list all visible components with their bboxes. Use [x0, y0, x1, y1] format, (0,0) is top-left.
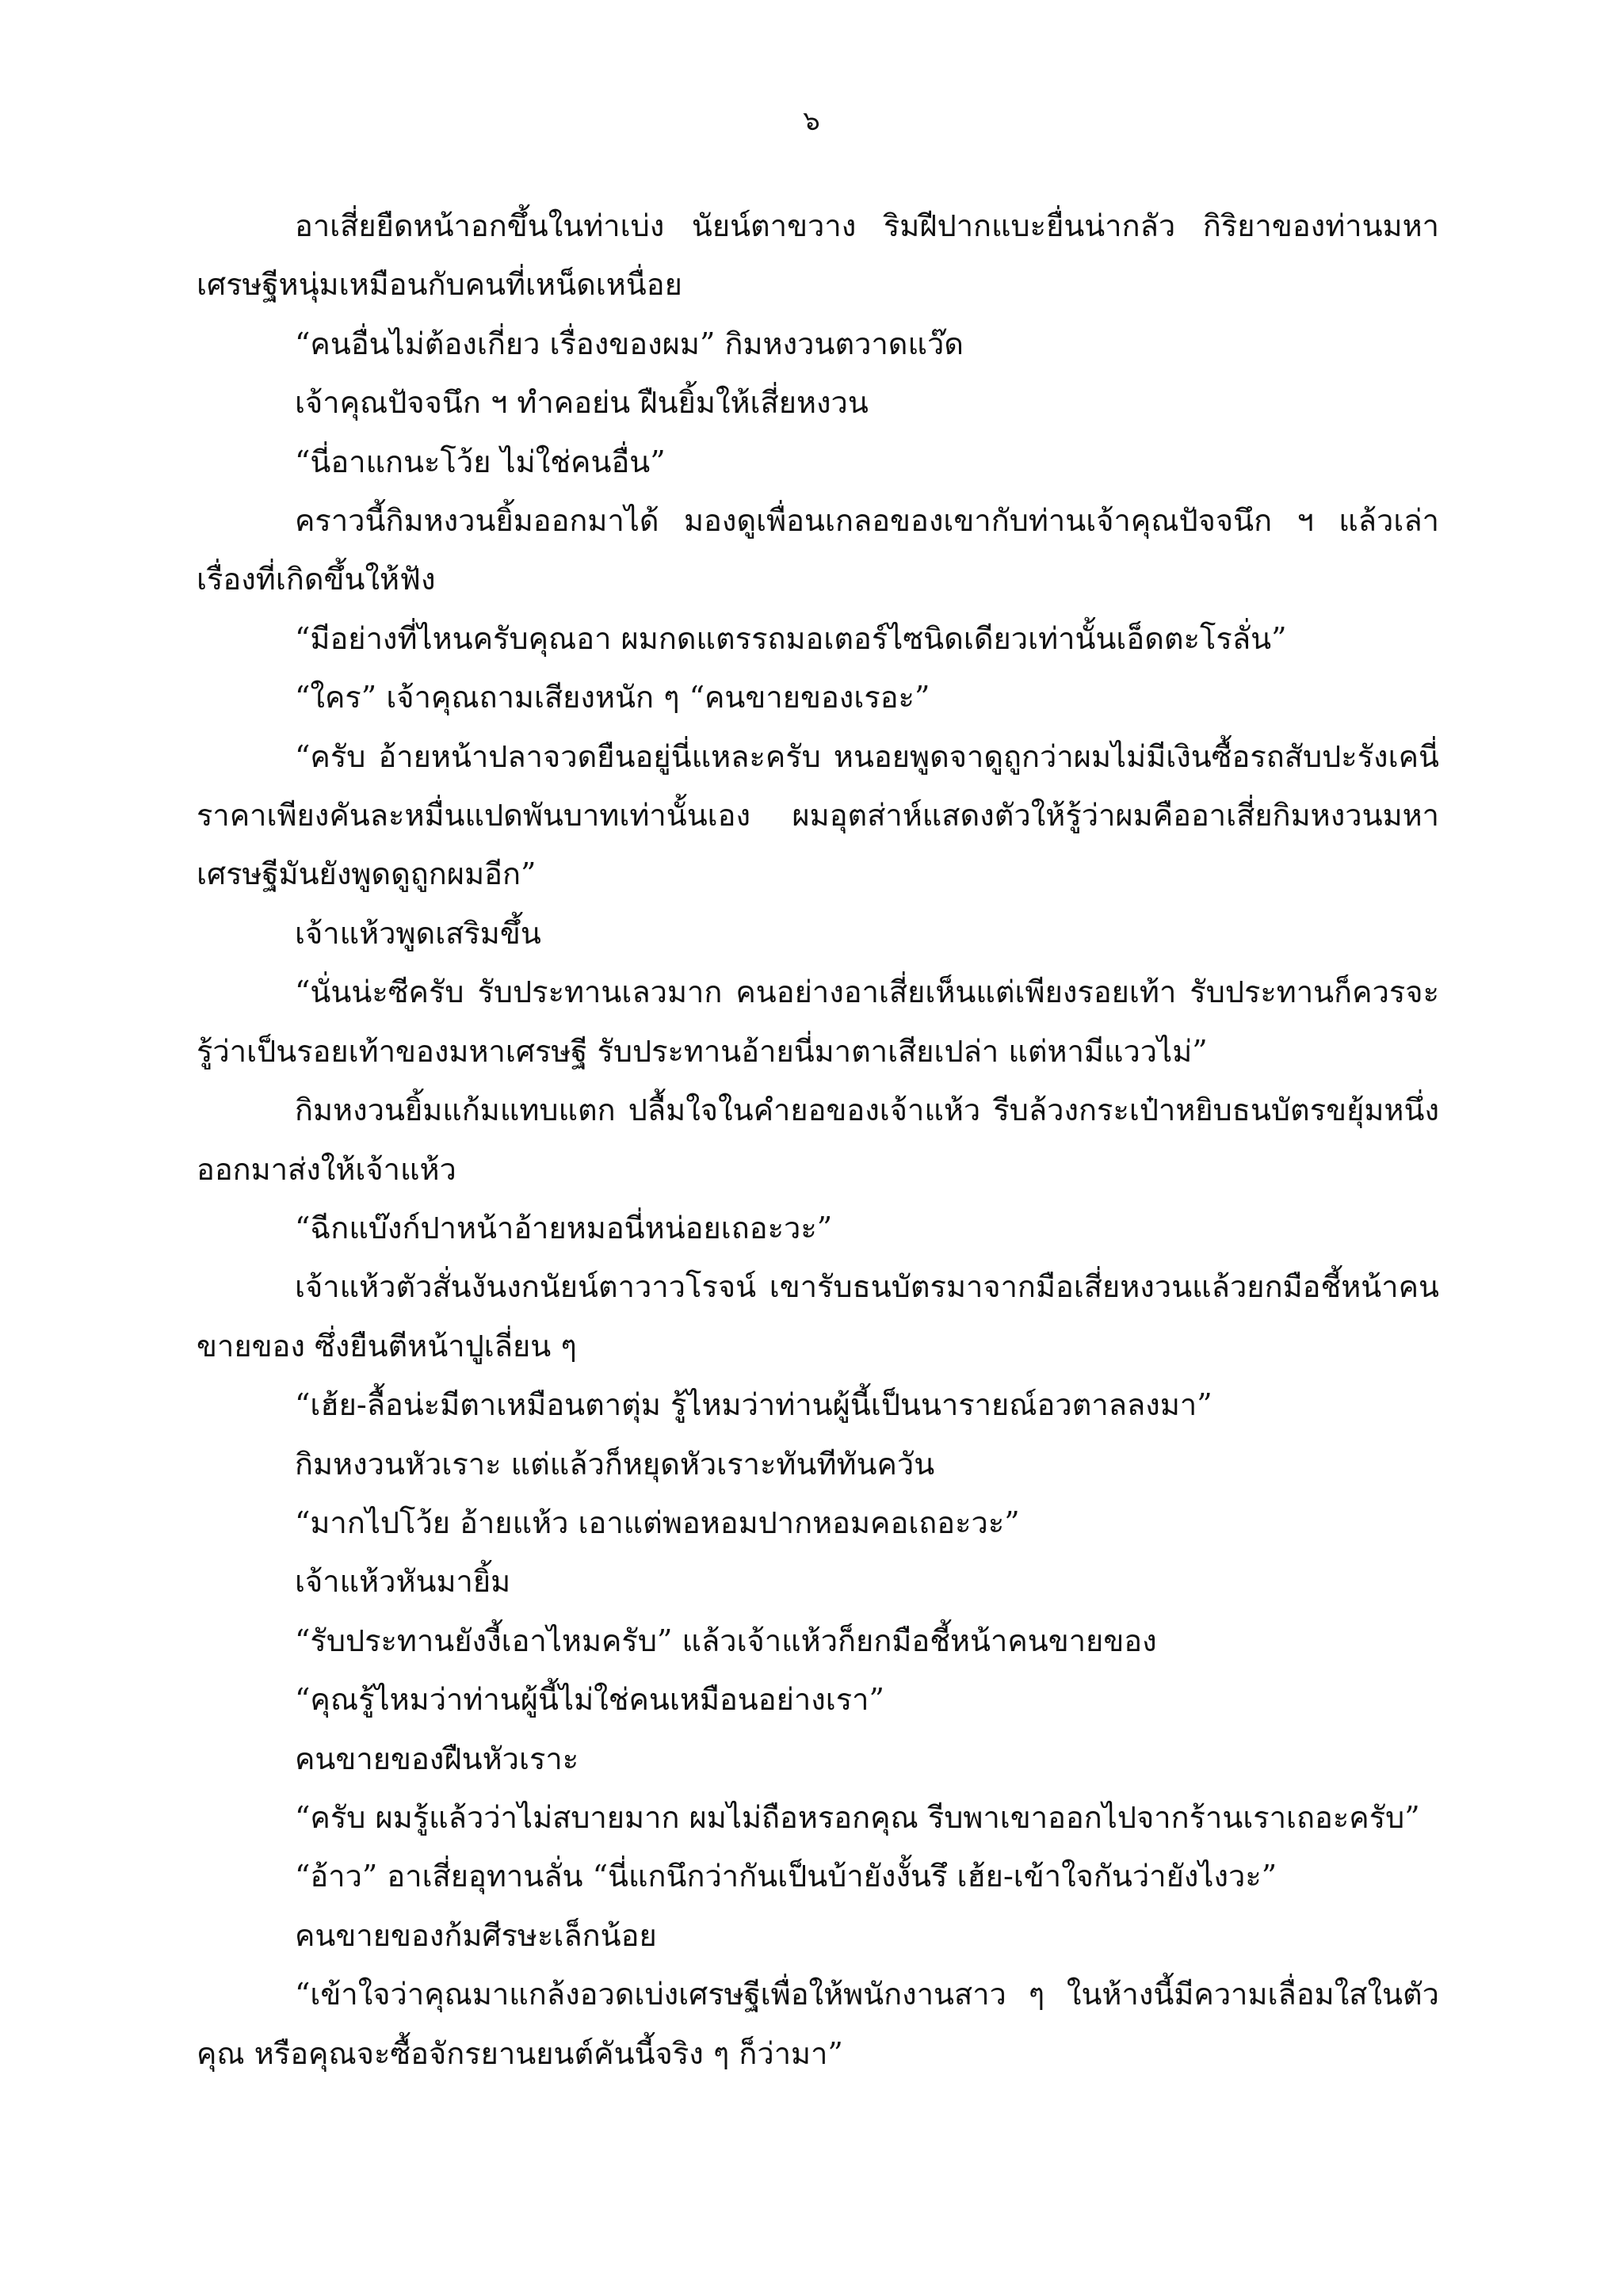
paragraph: “เฮ้ย-ลื้อน่ะมีตาเหมือนตาตุ่ม รู้ไหมว่าท่านผู้นี้เป็นนารายณ์อวตาลลงมา”: [295, 1387, 1212, 1423]
paragraph: “ฉีกแบ๊งก์ปาหน้าอ้ายหมอนี่หน่อยเถอะวะ”: [295, 1210, 833, 1245]
paragraph: เจ้าแห้วหันมายิ้ม: [295, 1564, 511, 1600]
paragraph: “คุณรู้ไหมว่าท่านผู้นี้ไม่ใช่คนเหมือนอย่างเรา”: [295, 1682, 884, 1718]
page-number: ๖: [803, 105, 820, 137]
paragraph: “รับประทานยังงี้เอาไหมครับ” แล้วเจ้าแห้วก็ยกมือชี้หน้าคนขายของ: [295, 1623, 1157, 1658]
paragraph: “อ้าว” อาเสี่ยอุทานลั่น “นี่แกนึกว่ากันเป็นบ้ายังงั้นรึ เฮ้ย-เข้าใจกันว่ายังไงวะ”: [295, 1859, 1277, 1894]
paragraph: “ใคร” เจ้าคุณถามเสียงหนัก ๆ “คนขายของเรอะ”: [295, 680, 930, 715]
paragraph: “ครับ อ้ายหน้าปลาจวดยืนอยู่นี่แหละครับ หนอยพูดจาดูถูกว่าผมไม่มีเงินซื้อรถสับปะรังเคนี่ราคาเพียงคันละหมื่นแปดพันบาทเท่านั้นเอง ผมอุตส่าห์แสดงตัวให้รู้ว่าผมคืออาเสี่ยกิมหงวนมหาเศรษฐีมันยังพูดดูถูกผมอีก”: [197, 738, 1439, 892]
paragraph: อาเสี่ยยืดหน้าอกขึ้นในท่าเบ่ง นัยน์ตาขวาง ริมฝีปากแบะยื่นน่ากลัว กิริยาของท่านมหาเศรษฐีหนุ่มเหมือนกับคนที่เหน็ดเหนื่อย: [197, 208, 1439, 303]
paragraph: กิมหงวนหัวเราะ แต่แล้วก็หยุดหัวเราะทันทีทันควัน: [295, 1446, 935, 1482]
paragraph: กิมหงวนยิ้มแก้มแทบแตก ปลื้มใจในคำยอของเจ้าแห้ว รีบล้วงกระเป๋าหยิบธนบัตรขยุ้มหนึ่งออกมาส่งให้เจ้าแห้ว: [197, 1093, 1439, 1187]
paragraph: คนขายของฝืนหัวเราะ: [295, 1741, 579, 1776]
paragraph: “เข้าใจว่าคุณมาแกล้งอวดเบ่งเศรษฐีเพื่อให้พนักงานสาว ๆ ในห้างนี้มีความเลื่อมใสในตัวคุณ หรือคุณจะซื้อจักรยานยนต์คันนี้จริง ๆ ก็ว่ามา”: [197, 1977, 1439, 2071]
paragraph: “มากไปโว้ย อ้ายแห้ว เอาแต่พอหอมปากหอมคอเถอะวะ”: [295, 1505, 1020, 1540]
paragraph: เจ้าคุณปัจจนึก ฯ ทำคอย่น ฝืนยิ้มให้เสี่ยหงวน: [295, 385, 869, 421]
paragraph: คนขายของก้มศีรษะเล็กน้อย: [295, 1917, 657, 1953]
paragraph: เจ้าแห้วพูดเสริมขึ้น: [295, 915, 541, 951]
paragraph: เจ้าแห้วตัวสั่นงันงกนัยน์ตาวาวโรจน์ เขารับธนบัตรมาจากมือเสี่ยหงวนแล้วยกมือชี้หน้าคนขายของ ซึ่งยืนตีหน้าปูเลี่ยน ๆ: [197, 1269, 1439, 1363]
paragraph: “นั่นน่ะซีครับ รับประทานเลวมาก คนอย่างอาเสี่ยเห็นแต่เพียงรอยเท้า รับประทานก็ควรจะรู้ว่าเป็นรอยเท้าของมหาเศรษฐี รับประทานอ้ายนี่มาตาเสียเปล่า แต่หามีแววไม่”: [197, 974, 1439, 1069]
paragraph: “คนอื่นไม่ต้องเกี่ยว เรื่องของผม” กิมหงวนตวาดแว๊ด: [295, 326, 964, 361]
paragraph: “ครับ ผมรู้แล้วว่าไม่สบายมาก ผมไม่ถือหรอกคุณ รีบพาเขาออกไปจากร้านเราเถอะครับ”: [295, 1799, 1420, 1835]
story-text: [197, 196, 1439, 2083]
paragraph: “นี่อาแกนะโว้ย ไม่ใช่คนอื่น”: [295, 444, 666, 479]
paragraph: คราวนี้กิมหงวนยิ้มออกมาได้ มองดูเพื่อนเกลอของเขากับท่านเจ้าคุณปัจจนึก ฯ แล้วเล่าเรื่องที่เกิดขึ้นให้ฟัง: [197, 503, 1439, 597]
paragraph: “มีอย่างที่ไหนครับคุณอา ผมกดแตรรถมอเตอร์ไซนิดเดียวเท่านั้นเอ็ดตะโรลั่น”: [295, 620, 1287, 656]
